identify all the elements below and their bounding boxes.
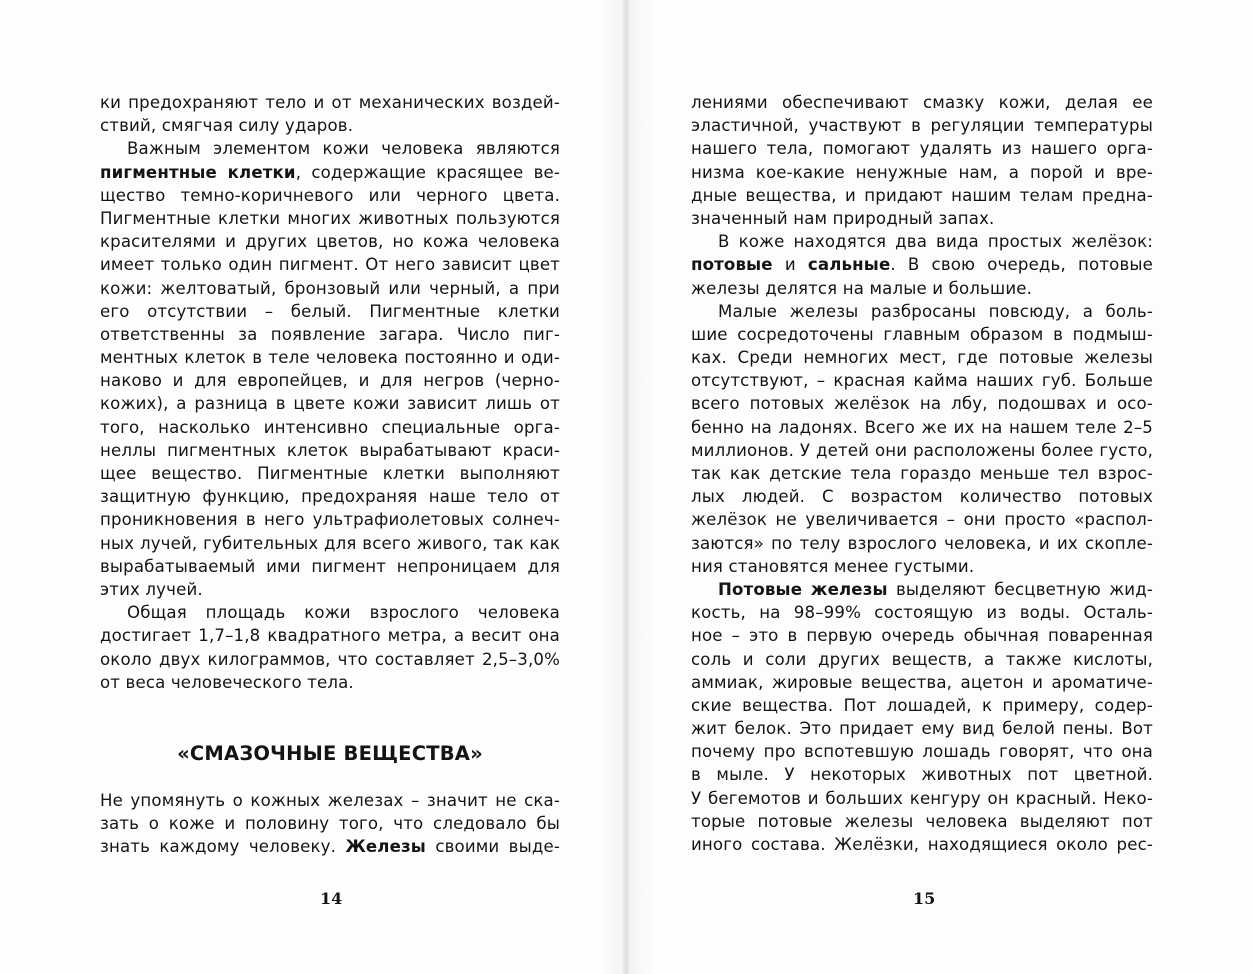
text-line: дные вещества, и придают нашим телам предна- <box>691 185 1153 205</box>
text-line: около двух килограммов, что составляет 2,5–3,0% <box>100 649 560 669</box>
text-line: почему про вспотевшую лошадь говорят, что она <box>691 742 1153 762</box>
text-line: желёзок не увеличивается – они просто «распол- <box>691 510 1153 530</box>
text-line: отсутствуют, – красная кайма наших губ. Больше <box>691 371 1153 391</box>
text-line: значенный нам природный запах. <box>691 208 995 228</box>
text-line: низма кое-какие ненужные нам, а порой и вре- <box>691 162 1153 182</box>
text-line: торые потовые железы человека выделяют пот <box>691 811 1153 831</box>
text-line: ки предохраняют тело и от механических воздей- <box>100 93 560 112</box>
text-line: ментных клеток в теле человека постоянно и оди- <box>100 348 560 368</box>
text-line: аммиак, жировые вещества, ацетон и ароматиче- <box>691 672 1153 692</box>
book-gutter-shadow <box>596 0 656 974</box>
section-heading: «СМАЗОЧНЫЕ ВЕЩЕСТВА» <box>177 742 483 765</box>
text-line: пигментные клетки, содержащие красящее ве- <box>100 162 560 182</box>
text-line: проникновения в него ультрафиолетовых солнеч- <box>100 510 560 530</box>
text-line: всего потовых желёзок на лбу, подошвах и осо- <box>691 394 1153 414</box>
text-line: В коже находятся два вида простых желёзок: <box>718 232 1153 252</box>
text-line: наково и для европейцев, и для негров (черно- <box>100 371 560 391</box>
text-line: миллионов. У детей они расположены более густо, <box>691 440 1153 460</box>
text-line: соль и соли других веществ, а также кислоты, <box>691 649 1153 669</box>
text-line: эластичной, участвуют в регуляции температуры <box>691 116 1153 136</box>
right-page <box>626 0 1252 974</box>
page-number: 15 <box>913 889 936 908</box>
text-line: ных лучей, губительных для всего живого, так как <box>100 533 560 553</box>
text-line: ствий, смягчая силу ударов. <box>100 116 354 136</box>
text-line: потовые и сальные. В свою очередь, потовые <box>691 255 1153 275</box>
bold-term: потовые <box>691 255 773 275</box>
text-line: Малые железы разбросаны повсюду, а боль- <box>718 301 1153 321</box>
left-text-top <box>100 91 560 694</box>
bold-term: Железы <box>345 837 426 857</box>
text-line: заются» по телу взрослого человека, и их скопле- <box>691 533 1153 553</box>
text-line: красителями и других цветов, но кожа человека <box>100 232 560 252</box>
text-line: от веса человеческого тела. <box>100 672 354 692</box>
text-line: щество темно-коричневого или черного цвета. <box>100 185 560 205</box>
text-line: кость, на 98–99% состоящую из воды. Осталь- <box>691 603 1153 623</box>
page-number: 14 <box>320 889 343 908</box>
text-line: в мыле. У некоторых животных пот цветной. <box>691 765 1153 785</box>
text-line: достигает 1,7–1,8 квадратного метра, а весит она <box>100 626 560 646</box>
text-line: жит белок. Это придает ему вид белой пены. Вот <box>691 719 1153 739</box>
text-line: неллы пигментных клеток вырабатывают краси- <box>100 440 560 460</box>
text-line: лениями обеспечивают смазку кожи, делая ее <box>691 93 1153 112</box>
text-line: зать о коже и половину того, что следовало бы <box>100 814 560 834</box>
text-line: бенно на ладонях. Всего же их на нашем теле 2–5 <box>691 417 1153 437</box>
text-line: кожих), а разница в цвете кожи зависит лишь от <box>100 394 560 414</box>
text-line: иного состава. Желёзки, находящиеся около рес- <box>691 835 1153 854</box>
text-line: Не упомянуть о кожных железах – значит не ска- <box>100 791 560 810</box>
text-line: ное – это в первую очередь обычная поваренная <box>691 626 1153 646</box>
text-line: ответственны за появление загара. Число пиг- <box>100 324 560 344</box>
text-line: его отсутствии – белый. Пигментные клетки <box>100 301 560 321</box>
text-line: этих лучей. <box>100 579 203 599</box>
text-line: нашего тела, помогают удалять из нашего орга- <box>691 139 1153 159</box>
text-line: знать каждому человеку. Железы своими выде- <box>100 837 560 857</box>
right-text <box>691 91 1153 856</box>
text-line: ния становятся менее густыми. <box>691 556 975 576</box>
left-text-bottom <box>100 789 560 859</box>
text-line: Потовые железы выделяют бесцветную жид- <box>718 579 1153 599</box>
text-line: ках. Среди немногих мест, где потовые железы <box>691 348 1153 368</box>
text-line: лых людей. С возрастом количество потовых <box>691 487 1153 507</box>
text-line: защитную функцию, предохраняя наше тело от <box>100 487 560 507</box>
text-line: так как детские тела гораздо меньше тел взрос- <box>691 464 1153 483</box>
text-line: Пигментные клетки многих животных пользуются <box>100 208 560 228</box>
text-line: ские вещества. Пот лошадей, к примеру, содер- <box>691 695 1153 715</box>
text-line: У бегемотов и больших кенгуру он красный. Неко- <box>691 788 1153 808</box>
text-line: щее вещество. Пигментные клетки выполняют <box>100 464 560 483</box>
bold-term: пигментные клетки <box>100 162 296 182</box>
text-line: имеет только один пигмент. От него зависит цвет <box>100 255 560 275</box>
text-line: кожи: желтоватый, бронзовый или черный, а при <box>100 278 560 298</box>
text-line: Общая площадь кожи взрослого человека <box>127 603 560 623</box>
text-line: шие сосредоточены главным образом в подмыш- <box>691 324 1153 344</box>
text-line: того, насколько интенсивно специальные орга- <box>100 417 560 437</box>
text-line: Важным элементом кожи человека являются <box>127 139 560 159</box>
bold-term: сальные <box>807 255 891 275</box>
text-line: железы делятся на малые и большие. <box>691 278 1033 298</box>
text-line: вырабатываемый ими пигмент непроницаем для <box>100 556 560 576</box>
bold-term: Потовые железы <box>718 579 888 599</box>
